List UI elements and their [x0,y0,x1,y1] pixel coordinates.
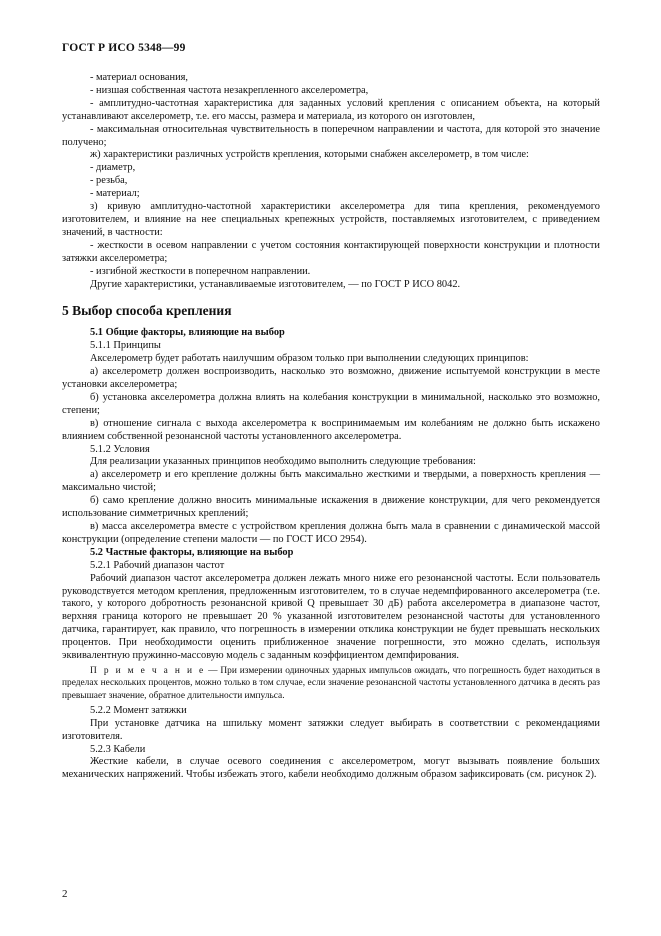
list-item: - максимальная относительная чувствительность в поперечном направлении и частота, для которой это значение получено; [62,123,600,148]
list-item: з) кривую амплитудно-частотной характеристики акселерометра для типа крепления, рекомендуемого изготовителем, и влияние на нее специальных крепежных устройств, поставляемых изготовителем, с приведением значений, в частности: [62,201,600,238]
document-header: ГОСТ Р ИСО 5348—99 [62,42,186,54]
paragraph: Жесткие кабели, в случае осевого соединения с акселерометром, могут вызывать появление больших механических напряжений. Чтобы избежать этого, кабели необходимо должным образом зафиксировать (см. рисунок 2). [62,756,600,781]
subsection-5-2-2-heading: 5.2.2 Момент затяжки [90,704,187,716]
subsection-5-2-1-heading: 5.2.1 Рабочий диапазон частот [90,559,225,571]
paragraph: в) отношение сигнала с выхода акселерометра к воспринимаемым им колебаниям не должно быть искажено влиянием собственной резонансной частоты установленного акселерометра. [62,417,600,442]
list-item: - резьба, [90,175,128,187]
paragraph: а) акселерометр должен воспроизводить, насколько это возможно, движение испытуемой конструкции в месте установки акселерометра; [62,366,600,391]
section-5-heading: 5 Выбор способа крепления [62,303,232,319]
paragraph: Акселерометр будет работать наилучшим образом только при выполнении следующих принципов: [90,353,529,365]
page-number: 2 [62,888,68,900]
list-item: - низшая собственная частота незакрепленного акселерометра, [90,84,369,96]
subsection-5-2-3-heading: 5.2.3 Кабели [90,743,146,755]
paragraph: б) само крепление должно вносить минимальные искажения в движение конструкции, для чего рекомендуется использование симметричных креплений; [62,495,600,520]
note-text: — При измерении одиночных ударных импульсов ожидать, что погрешность будет находиться в пределах нескольких процентов, можно только в том случае, если значение резонансной частоты установленного датчика в десять раз превышает значение, обратное длительности импульса. [62,665,601,701]
list-item: - амплитудно-частотная характеристика для заданных условий крепления с описанием объекта, на который устанавливают акселерометр, т.е. его массы, размера и материала, из которого он изготовлен, [62,97,600,122]
paragraph: б) установка акселерометра должна влиять на колебания конструкции в минимальной, насколько это возможно, степени; [62,391,600,416]
note-label: П р и м е ч а н и е [90,665,206,676]
list-item: - диаметр, [90,162,136,174]
paragraph: Для реализации указанных принципов необходимо выполнить следующие требования: [90,456,476,468]
subsection-5-1-1-heading: 5.1.1 Принципы [90,340,161,352]
list-item: - изгибной жесткости в поперечном направлении. [90,265,311,277]
subsection-5-2-heading: 5.2 Частные факторы, влияющие на выбор [90,546,294,558]
list-item: - жесткости в осевом направлении с учетом состояния контактирующей поверхности конструкции и плотности затяжки акселерометра; [62,239,600,264]
note [62,665,600,702]
subsection-5-1-2-heading: 5.1.2 Условия [90,443,150,455]
paragraph: Рабочий диапазон частот акселерометра должен лежать много ниже его резонансной частоты. Если пользователь руководствуется методом крепления, предложенным изготовителем, то в случае недемпфированного акселерометра (т.е. такого, у которого добротность резонансной кривой Q превышает 30 дБ) работа акселерометра в диапазоне частот, верхняя граница которого не превышает 20 % указанной изготовителем резонансной частоты для установленного датчика, гарантирует, как правило, что погрешность в измерении отклика конструкции не будет превышать нескольких процентов. При необходимости оценить приближенное значение погрешности, это можно сделать, используя эквивалентную пружинно-массовую модель с заданным коэффициентом демпфирования. [62,572,600,662]
list-item: - материал основания, [90,72,189,83]
page-body [62,72,601,782]
list-item: ж) характеристики различных устройств крепления, которыми снабжен акселерометр, в том числе: [90,149,529,161]
list-item: Другие характеристики, устанавливаемые изготовителем, — по ГОСТ Р ИСО 8042. [90,278,461,290]
paragraph: в) масса акселерометра вместе с устройством крепления должна быть мала в сравнении с динамической массой конструкции (определение степени малости — по ГОСТ ИСО 2954). [62,521,600,545]
subsection-5-1-heading: 5.1 Общие факторы, влияющие на выбор [90,327,285,339]
paragraph: а) акселерометр и его крепление должны быть максимально жесткими и твердыми, а поверхность крепления — максимально чистой; [62,469,600,494]
paragraph: При установке датчика на шпильку момент затяжки следует выбирать в соответствии с рекомендациями изготовителя. [62,717,600,742]
list-item: - материал; [90,188,140,200]
